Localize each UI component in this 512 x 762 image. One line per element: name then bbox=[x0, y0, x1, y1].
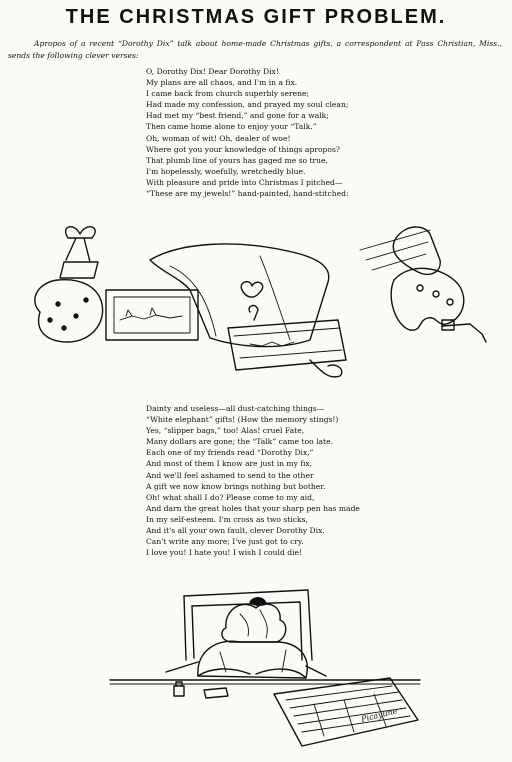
verse-line: O, Dorothy Dix! Dear Dorothy Dix! bbox=[146, 67, 279, 76]
verse-line: A gift we now know brings nothing but bother. bbox=[146, 481, 326, 491]
verse-line: And we'll feel ashamed to send to the other bbox=[146, 470, 314, 480]
verse-line: I love you! I hate you! I wish I could die! bbox=[146, 548, 303, 558]
gift-bag-icon bbox=[35, 227, 103, 342]
verse-line: Had met my “best friend,” and gone for a walk; bbox=[146, 111, 329, 121]
verse-line: In my self-esteem. I'm cross as two sticks, bbox=[146, 514, 308, 524]
verse-line: Oh, woman of wit! Oh, dealer of woe! bbox=[146, 133, 291, 143]
newspaper-masthead: Picayune bbox=[360, 706, 399, 724]
verse-line: I came back from church superbly serene; bbox=[146, 89, 310, 99]
verse-line: My plans are all chaos, and I'm in a fix. bbox=[146, 78, 298, 88]
verse-line: Had made my confession, and prayed my soul clean; bbox=[146, 100, 349, 110]
verse-line: Many dollars are gone; the “Talk” came too late. bbox=[146, 437, 333, 447]
verse-line: Can't write any more; I've just got to cry. bbox=[146, 537, 304, 547]
woman-icon bbox=[166, 598, 326, 678]
palette-icon bbox=[360, 227, 486, 342]
verse-line: Then came home alone to enjoy your “Talk.” bbox=[146, 122, 317, 132]
verse-line: And most of them I know are just in my fix, bbox=[146, 459, 313, 469]
verse-line: And darn the great holes that your sharp pen has made bbox=[146, 503, 360, 513]
letter-icon bbox=[204, 688, 228, 698]
verse-line: Oh! what shall I do? Please come to my aid, bbox=[146, 492, 315, 502]
verse-one bbox=[146, 66, 349, 199]
verse-line: I'm hopelessly, woefully, wretchedly blue. bbox=[146, 166, 306, 176]
crying-woman-illustration bbox=[100, 580, 430, 756]
verse-line: Yes, “slipper bags,” too! Alas! cruel Fate, bbox=[146, 426, 305, 436]
intro-paragraph: Apropos of a recent “Dorothy Dix” talk about home-made Christmas gifts, a correspondent at Pass Christian, Miss., sends the following clever verses: bbox=[8, 39, 502, 60]
verse-line: “White elephant” gifts! (How the memory stings!) bbox=[146, 415, 339, 425]
verse-line: Where got you your knowledge of things apropos? bbox=[146, 144, 340, 154]
page-title: THE CHRISTMAS GIFT PROBLEM. bbox=[65, 6, 447, 28]
verse-line: Each one of my friends read “Dorothy Dix,” bbox=[146, 448, 314, 458]
verse-line: And it's all your own fault, clever Dorothy Dix. bbox=[146, 526, 325, 536]
verse-line: With pleasure and pride into Christmas I pitched— bbox=[146, 177, 343, 187]
verse-line: That plumb line of yours has gaged me so true, bbox=[146, 155, 328, 165]
gifts-illustration bbox=[10, 220, 500, 400]
verse-two bbox=[146, 403, 360, 558]
framed-picture-icon bbox=[106, 290, 198, 340]
gift-box-icon bbox=[228, 320, 346, 377]
verse-line: Dainty and useless—all dust-catching things— bbox=[146, 404, 325, 413]
verse-line: “These are my jewels!” hand-painted, hand-stitched: bbox=[146, 189, 349, 199]
